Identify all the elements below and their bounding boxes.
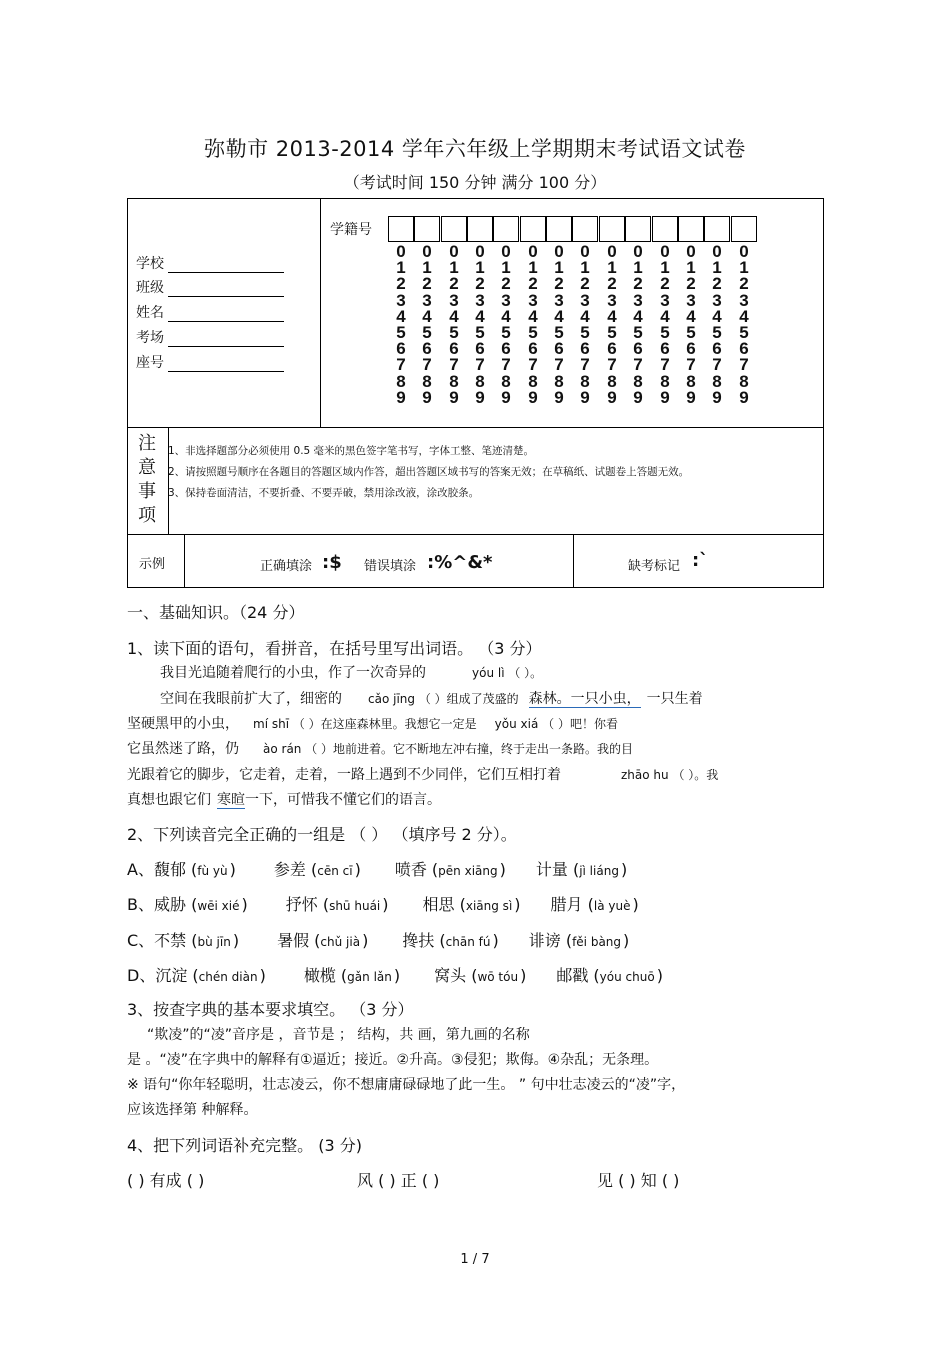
student-id-cell[interactable]	[414, 216, 440, 242]
example-divider-1	[184, 534, 185, 588]
digit-bubble[interactable]: 4	[449, 306, 459, 326]
digit-bubble[interactable]: 4	[501, 306, 511, 326]
notice-item-1: 1、非选择题部分必须使用 0.5 毫米的黑色签字笔书写，字体工整、笔迹清楚。	[168, 445, 535, 457]
q4-title: 4、把下列词语补充完整。 (3 分)	[127, 1136, 363, 1155]
student-id-digit-column[interactable]	[548, 244, 570, 406]
example-divider-2	[573, 534, 574, 588]
digit-bubble[interactable]: 5	[501, 323, 511, 343]
q4-item-2: 风 ( ) 正 ( )	[357, 1171, 440, 1190]
wrong-fill-mark: :%^&*	[427, 552, 493, 573]
digit-bubble[interactable]: 8	[554, 371, 564, 391]
digit-bubble[interactable]: 4	[554, 306, 564, 326]
digit-bubble[interactable]: 4	[686, 306, 696, 326]
digit-bubble[interactable]: 5	[554, 323, 564, 343]
student-id-cell[interactable]	[546, 216, 572, 242]
digit-bubble[interactable]: 4	[422, 306, 432, 326]
digit-bubble[interactable]: 4	[580, 306, 590, 326]
q2-option-row: D、沉淀 (chén diàn ) 橄榄 (gǎn lǎn ) 窝头 (wō tóu ) 邮戳 (yóu chuō )	[127, 966, 663, 985]
q2-title: 2、下列读音完全正确的一组是 （ ） （填序号 2 分）。	[127, 825, 517, 844]
digit-bubble[interactable]: 1	[660, 258, 670, 278]
digit-bubble[interactable]: 8	[633, 371, 643, 391]
digit-bubble[interactable]: 7	[396, 355, 406, 375]
digit-bubble[interactable]: 9	[660, 387, 670, 407]
digit-bubble[interactable]: 8	[739, 371, 749, 391]
student-id-digit-column[interactable]	[680, 244, 702, 406]
digit-bubble[interactable]: 4	[528, 306, 538, 326]
digit-bubble[interactable]: 6	[528, 339, 538, 359]
student-id-digit-column[interactable]	[495, 244, 517, 406]
digit-bubble[interactable]: 0	[739, 242, 749, 261]
section-1-heading: 一、基础知识。（24 分）	[127, 603, 305, 622]
correct-fill-label: 正确填涂	[260, 559, 313, 574]
digit-bubble[interactable]: 3	[660, 290, 670, 310]
digit-bubble[interactable]: 5	[712, 323, 722, 343]
digit-bubble[interactable]: 7	[686, 355, 696, 375]
digit-bubble[interactable]: 1	[501, 258, 511, 278]
digit-bubble[interactable]: 1	[475, 258, 485, 278]
student-id-digit-column[interactable]	[627, 244, 649, 406]
digit-bubble[interactable]: 0	[501, 242, 511, 261]
digit-bubble[interactable]: 9	[528, 387, 538, 407]
name-field[interactable]	[168, 306, 284, 322]
student-id-digit-column[interactable]	[654, 244, 676, 406]
digit-bubble[interactable]: 5	[580, 323, 590, 343]
digit-bubble[interactable]: 6	[712, 339, 722, 359]
digit-bubble[interactable]: 0	[396, 242, 406, 261]
student-id-digit-column[interactable]	[416, 244, 438, 406]
digit-bubble[interactable]: 6	[607, 339, 617, 359]
digit-bubble[interactable]: 3	[396, 290, 406, 310]
digit-bubble[interactable]: 6	[739, 339, 749, 359]
digit-bubble[interactable]: 6	[580, 339, 590, 359]
student-id-cell[interactable]	[467, 216, 493, 242]
digit-bubble[interactable]: 8	[580, 371, 590, 391]
digit-bubble[interactable]: 2	[712, 274, 722, 294]
student-id-digit-column[interactable]	[601, 244, 623, 406]
digit-bubble[interactable]: 6	[475, 339, 485, 359]
digit-bubble[interactable]: 9	[475, 387, 485, 407]
q1-title: 1、读下面的语句，看拼音，在括号里写出词语。 （3 分）	[127, 639, 542, 658]
student-id-digit-column[interactable]	[443, 244, 465, 406]
digit-bubble[interactable]: 8	[501, 371, 511, 391]
student-id-digit-column[interactable]	[574, 244, 596, 406]
digit-bubble[interactable]: 0	[449, 242, 459, 261]
digit-bubble[interactable]: 0	[686, 242, 696, 261]
student-id-digit-column[interactable]	[522, 244, 544, 406]
digit-bubble[interactable]: 5	[475, 323, 485, 343]
digit-bubble[interactable]: 3	[449, 290, 459, 310]
q3-line-2: 是 。“凌”在字典中的解释有①逼近；接近。②升高。③侵犯；欺侮。④杂乱；无条理。	[127, 1052, 659, 1068]
digit-bubble[interactable]: 5	[607, 323, 617, 343]
digit-bubble[interactable]: 6	[449, 339, 459, 359]
digit-bubble[interactable]: 3	[580, 290, 590, 310]
student-id-cell[interactable]	[388, 216, 414, 242]
school-label: 学校	[136, 253, 284, 273]
digit-bubble[interactable]: 3	[554, 290, 564, 310]
digit-bubble[interactable]: 4	[660, 306, 670, 326]
digit-bubble[interactable]: 5	[660, 323, 670, 343]
digit-bubble[interactable]: 7	[554, 355, 564, 375]
digit-bubble[interactable]: 1	[580, 258, 590, 278]
school-field[interactable]	[168, 257, 284, 273]
digit-bubble[interactable]: 7	[501, 355, 511, 375]
correct-fill-mark: :$	[322, 552, 342, 573]
digit-bubble[interactable]: 2	[660, 274, 670, 294]
digit-bubble[interactable]: 9	[739, 387, 749, 407]
digit-bubble[interactable]: 1	[554, 258, 564, 278]
page-subtitle: （考试时间 150 分钟 满分 100 分）	[343, 173, 607, 192]
student-id-label: 学籍号	[330, 222, 372, 238]
digit-bubble[interactable]: 3	[607, 290, 617, 310]
digit-bubble[interactable]: 3	[475, 290, 485, 310]
digit-bubble[interactable]: 2	[422, 274, 432, 294]
digit-bubble[interactable]: 6	[501, 339, 511, 359]
digit-bubble[interactable]: 5	[739, 323, 749, 343]
digit-bubble[interactable]: 1	[528, 258, 538, 278]
digit-bubble[interactable]: 4	[475, 306, 485, 326]
digit-bubble[interactable]: 1	[607, 258, 617, 278]
digit-bubble[interactable]: 8	[660, 371, 670, 391]
digit-bubble[interactable]: 8	[607, 371, 617, 391]
digit-bubble[interactable]: 2	[528, 274, 538, 294]
digit-bubble[interactable]: 7	[449, 355, 459, 375]
absent-mark: :`	[692, 550, 709, 571]
digit-bubble[interactable]: 7	[475, 355, 485, 375]
q3-line-1: “欺凌”的“凌”音序是 ，音节是 ； 结构，共 画，第九画的名称	[147, 1027, 530, 1043]
wrong-fill-label: 错误填涂	[364, 559, 417, 574]
digit-bubble[interactable]: 1	[633, 258, 643, 278]
digit-bubble[interactable]: 0	[580, 242, 590, 261]
page-number: 1 / 7	[460, 1252, 490, 1267]
name-label: 姓名	[136, 302, 284, 322]
digit-bubble[interactable]: 7	[607, 355, 617, 375]
seat-field[interactable]	[168, 356, 284, 372]
student-id-digit-column[interactable]	[469, 244, 491, 406]
q4-item-3: 见 ( ) 知 ( )	[597, 1171, 680, 1190]
digit-bubble[interactable]: 0	[475, 242, 485, 261]
student-id-cell[interactable]	[678, 216, 704, 242]
student-id-cell[interactable]	[572, 216, 598, 242]
digit-bubble[interactable]: 9	[633, 387, 643, 407]
student-id-cell[interactable]	[625, 216, 651, 242]
student-id-digit-column[interactable]	[390, 244, 412, 406]
digit-bubble[interactable]: 9	[501, 387, 511, 407]
digit-bubble[interactable]: 4	[607, 306, 617, 326]
digit-bubble[interactable]: 7	[580, 355, 590, 375]
digit-bubble[interactable]: 3	[501, 290, 511, 310]
student-id-cell[interactable]	[599, 216, 625, 242]
digit-bubble[interactable]: 4	[633, 306, 643, 326]
student-id-digit-column[interactable]	[733, 244, 755, 406]
digit-bubble[interactable]: 9	[449, 387, 459, 407]
class-field[interactable]	[168, 281, 284, 297]
digit-bubble[interactable]: 8	[686, 371, 696, 391]
student-id-cell[interactable]	[652, 216, 678, 242]
digit-bubble[interactable]: 9	[686, 387, 696, 407]
digit-bubble[interactable]: 6	[422, 339, 432, 359]
digit-bubble[interactable]: 2	[633, 274, 643, 294]
digit-bubble[interactable]: 4	[739, 306, 749, 326]
digit-bubble[interactable]: 2	[686, 274, 696, 294]
digit-bubble[interactable]: 2	[449, 274, 459, 294]
digit-bubble[interactable]: 3	[633, 290, 643, 310]
q3-title: 3、按查字典的基本要求填空。 （3 分）	[127, 1000, 414, 1019]
digit-bubble[interactable]: 2	[475, 274, 485, 294]
digit-bubble[interactable]: 1	[686, 258, 696, 278]
digit-bubble[interactable]: 9	[712, 387, 722, 407]
notice-item-2: 2、请按照题号顺序在各题目的答题区域内作答，超出答题区域书写的答案无效；在草稿纸、试题卷上答题无效。	[168, 466, 690, 478]
exam-room-field[interactable]	[168, 331, 284, 347]
student-id-cell[interactable]	[731, 216, 757, 242]
q2-option-row: A、馥郁 (fù yù ) 参差 (cēn cī ) 喷香 (pēn xiāng ) 计量 (jì liáng )	[127, 860, 628, 879]
digit-bubble[interactable]: 0	[528, 242, 538, 261]
digit-bubble[interactable]: 6	[554, 339, 564, 359]
digit-bubble[interactable]: 5	[633, 323, 643, 343]
q1-line-6: 真想也跟它们 寒暄一下，可惜我不懂它们的语言。	[127, 792, 441, 808]
digit-bubble[interactable]: 8	[528, 371, 538, 391]
digit-bubble[interactable]: 7	[422, 355, 432, 375]
digit-bubble[interactable]: 0	[422, 242, 432, 261]
digit-bubble[interactable]: 0	[712, 242, 722, 261]
q1-line-1: 我目光追随着爬行的小虫，作了一次奇异的 yóu lì （ ）。	[160, 665, 543, 681]
exam-room-label: 考场	[136, 327, 284, 347]
digit-bubble[interactable]: 5	[686, 323, 696, 343]
seat-label: 座号	[136, 352, 284, 372]
student-id-cell[interactable]	[520, 216, 546, 242]
digit-bubble[interactable]: 7	[712, 355, 722, 375]
digit-bubble[interactable]: 0	[554, 242, 564, 261]
digit-bubble[interactable]: 6	[660, 339, 670, 359]
info-divider	[320, 198, 321, 428]
digit-bubble[interactable]: 3	[422, 290, 432, 310]
digit-bubble[interactable]: 1	[739, 258, 749, 278]
q1-line-5: 光跟着它的脚步，它走着，走着，一路上遇到不少同伴，它们互相打着 zhāo hu （ ）。我	[127, 767, 719, 783]
digit-bubble[interactable]: 5	[528, 323, 538, 343]
digit-bubble[interactable]: 6	[633, 339, 643, 359]
digit-bubble[interactable]: 3	[739, 290, 749, 310]
digit-bubble[interactable]: 1	[449, 258, 459, 278]
q3-line-3: ※ 语句“你年轻聪明，壮志凌云，你不想庸庸碌碌地了此一生。 ” 句中壮志凌云的“凌”字，	[127, 1077, 686, 1093]
notice-title: 注 意 事 项	[138, 433, 156, 526]
digit-bubble[interactable]: 9	[422, 387, 432, 407]
digit-bubble[interactable]: 2	[501, 274, 511, 294]
digit-bubble[interactable]: 3	[686, 290, 696, 310]
class-label: 班级	[136, 277, 284, 297]
q1-line-2: 空间在我眼前扩大了，细密的 cǎo jīng （ ）组成了茂盛的 森林。一只小虫， 一只生着	[160, 691, 703, 707]
digit-bubble[interactable]: 8	[449, 371, 459, 391]
digit-bubble[interactable]: 9	[554, 387, 564, 407]
digit-bubble[interactable]: 8	[396, 371, 406, 391]
digit-bubble[interactable]: 2	[739, 274, 749, 294]
q4-item-1: ( ) 有成 ( )	[127, 1171, 205, 1190]
digit-bubble[interactable]: 8	[712, 371, 722, 391]
digit-bubble[interactable]: 8	[422, 371, 432, 391]
digit-bubble[interactable]: 6	[396, 339, 406, 359]
digit-bubble[interactable]: 4	[396, 306, 406, 326]
digit-bubble[interactable]: 5	[449, 323, 459, 343]
q1-line-4: 它虽然迷了路，仍 ào rán （ ）地前进着。它不断地左冲右撞，终于走出一条路。我的目	[127, 741, 634, 757]
absent-mark-label: 缺考标记	[628, 559, 681, 574]
student-id-cell[interactable]	[704, 216, 730, 242]
digit-bubble[interactable]: 4	[712, 306, 722, 326]
student-id-cell[interactable]	[493, 216, 519, 242]
q2-option-row: C、不禁 (bù jīn ) 暑假 (chǔ jià ) 搀扶 (chān fú ) 诽谤 (fěi bàng )	[127, 931, 630, 950]
digit-bubble[interactable]: 1	[712, 258, 722, 278]
digit-bubble[interactable]: 9	[580, 387, 590, 407]
digit-bubble[interactable]: 7	[739, 355, 749, 375]
digit-bubble[interactable]: 7	[528, 355, 538, 375]
student-id-cell[interactable]	[441, 216, 467, 242]
q3-line-4: 应该选择第 种解释。	[127, 1102, 258, 1118]
q2-option-row: B、威胁 (wēi xié ) 抒怀 (shū huái ) 相思 (xiāng sì ) 腊月 (là yuè )	[127, 895, 639, 914]
digit-bubble[interactable]: 0	[633, 242, 643, 261]
digit-bubble[interactable]: 1	[422, 258, 432, 278]
q1-line-3: 坚硬黑甲的小虫， mí shī （ ）在这座森林里。我想它一定是 yǒu xiá （ ）吧！你看	[127, 716, 618, 732]
notice-item-3: 3、保持卷面清洁，不要折叠、不要弄破，禁用涂改液，涂改胶条。	[168, 487, 480, 499]
digit-bubble[interactable]: 5	[422, 323, 432, 343]
digit-bubble[interactable]: 2	[607, 274, 617, 294]
digit-bubble[interactable]: 6	[686, 339, 696, 359]
example-label: 示例	[139, 557, 166, 572]
page-title: 弥勒市 2013-2014 学年六年级上学期期末考试语文试卷	[204, 137, 746, 161]
digit-bubble[interactable]: 9	[396, 387, 406, 407]
digit-bubble[interactable]: 2	[580, 274, 590, 294]
digit-bubble[interactable]: 9	[607, 387, 617, 407]
digit-bubble[interactable]: 5	[396, 323, 406, 343]
digit-bubble[interactable]: 3	[528, 290, 538, 310]
digit-bubble[interactable]: 2	[396, 274, 406, 294]
digit-bubble[interactable]: 3	[712, 290, 722, 310]
digit-bubble[interactable]: 8	[475, 371, 485, 391]
digit-bubble[interactable]: 7	[660, 355, 670, 375]
student-id-digit-column[interactable]	[706, 244, 728, 406]
digit-bubble[interactable]: 0	[607, 242, 617, 261]
digit-bubble[interactable]: 2	[554, 274, 564, 294]
digit-bubble[interactable]: 0	[660, 242, 670, 261]
digit-bubble[interactable]: 1	[396, 258, 406, 278]
digit-bubble[interactable]: 7	[633, 355, 643, 375]
